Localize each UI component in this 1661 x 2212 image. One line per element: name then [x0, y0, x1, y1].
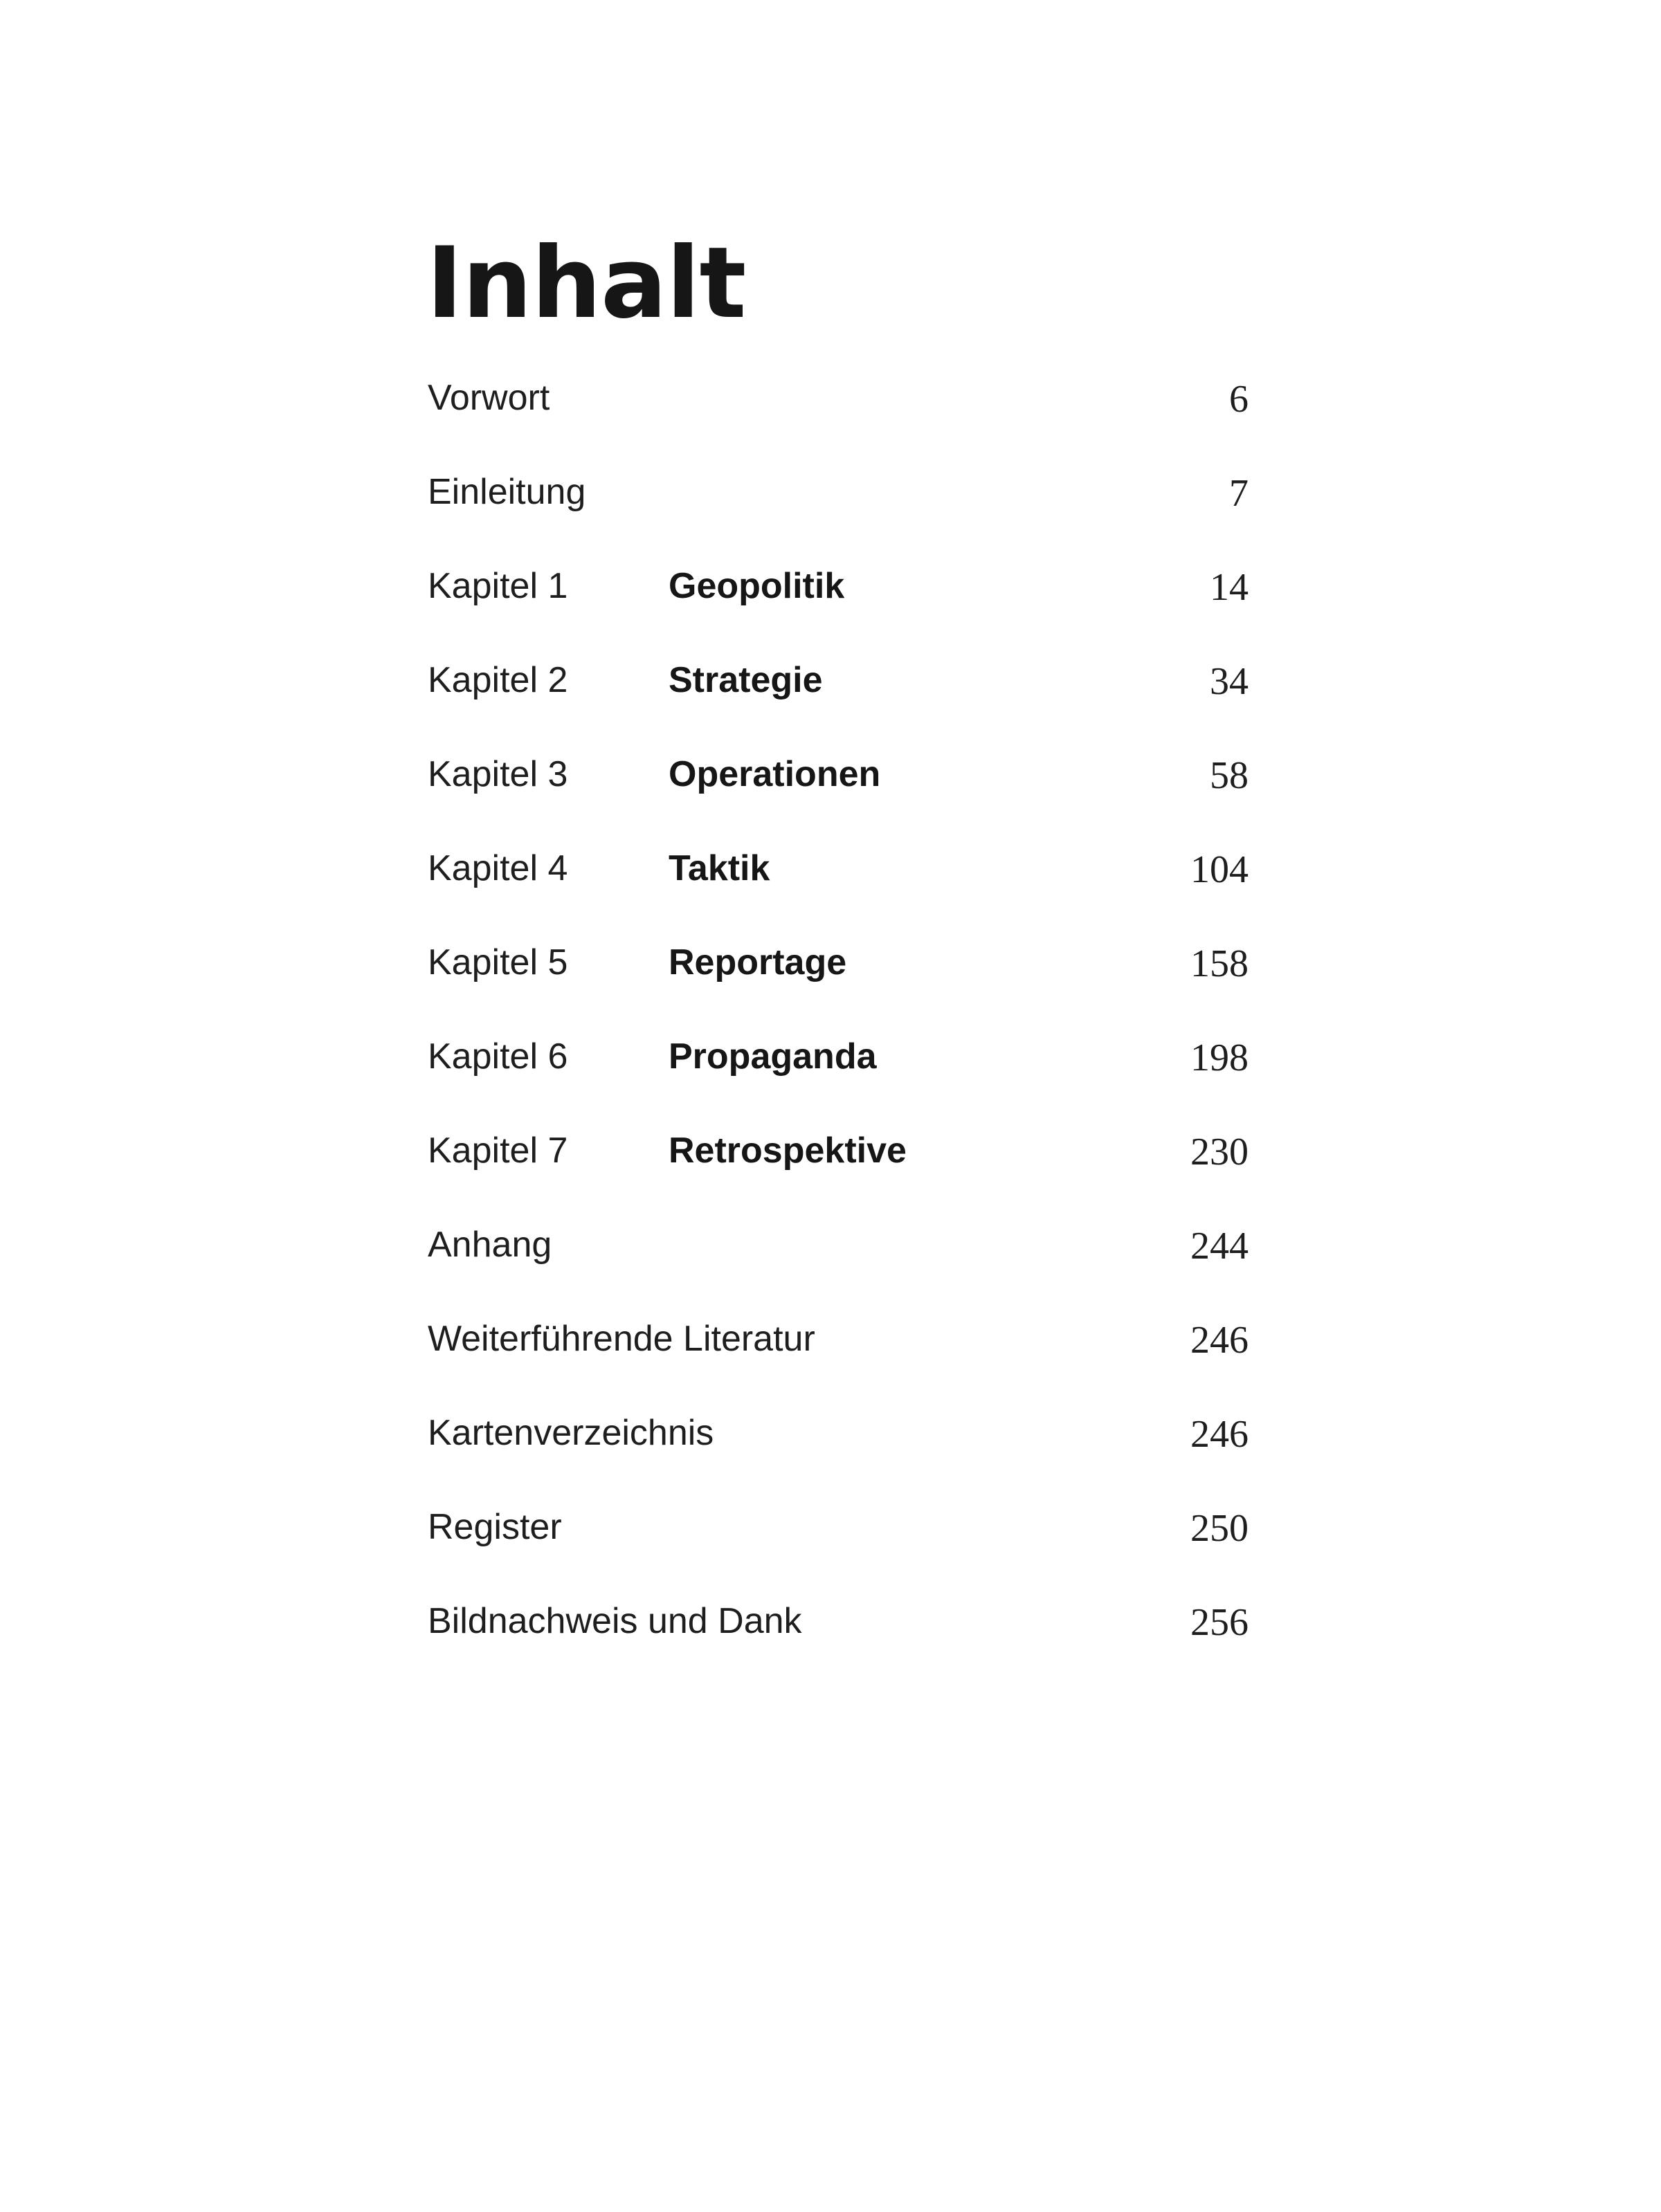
toc-entry-kapitel-6	[428, 1025, 1249, 1119]
toc-entry-label: Kartenverzeichnis	[428, 1413, 714, 1453]
toc-entry-label: Anhang	[428, 1225, 552, 1265]
toc-chapter-title: Geopolitik	[669, 566, 845, 606]
toc-chapter-title: Taktik	[669, 848, 770, 888]
toc-entry-page: 6	[1229, 378, 1249, 421]
toc-entry-label: Kapitel 6	[428, 1036, 568, 1077]
toc-entry-label: Weiterführende Literatur	[428, 1319, 815, 1359]
toc-entry-kapitel-5	[428, 931, 1249, 1025]
toc-entry-page: 230	[1190, 1131, 1249, 1173]
toc-entry-vorwort	[428, 367, 1249, 461]
toc-entry-label: Einleitung	[428, 472, 586, 512]
toc-entry-kapitel-2	[428, 649, 1249, 743]
toc-chapter-title: Retrospektive	[669, 1131, 907, 1171]
toc-chapter-title: Reportage	[669, 942, 847, 982]
toc-entry-page: 34	[1210, 660, 1249, 703]
toc-entry-page: 246	[1190, 1319, 1249, 1362]
toc-title: Inhalt	[426, 226, 746, 340]
toc-entry-page: 244	[1190, 1225, 1249, 1268]
toc-entry-kapitel-1	[428, 555, 1249, 649]
toc-entry-page: 246	[1190, 1413, 1249, 1456]
toc-entry-bildnachweis	[428, 1590, 1249, 1684]
toc-entry-label: Kapitel 2	[428, 660, 568, 700]
toc-entry-label: Register	[428, 1507, 562, 1547]
toc-entry-label: Kapitel 7	[428, 1131, 568, 1171]
toc-entry-page: 58	[1210, 754, 1249, 797]
toc-entry-kapitel-4	[428, 837, 1249, 931]
toc-entry-literatur	[428, 1308, 1249, 1402]
toc-entry-page: 104	[1190, 848, 1249, 891]
toc-entry-page: 14	[1210, 566, 1249, 609]
toc-entry-anhang	[428, 1214, 1249, 1308]
toc-entry-label: Bildnachweis und Dank	[428, 1601, 802, 1641]
toc-entry-page: 7	[1229, 472, 1249, 515]
toc-entry-label: Kapitel 5	[428, 942, 568, 982]
toc-entry-page: 198	[1190, 1036, 1249, 1079]
toc-entry-page: 256	[1190, 1601, 1249, 1644]
toc-entry-label: Kapitel 1	[428, 566, 568, 606]
toc-entry-kapitel-3	[428, 743, 1249, 837]
toc-entry-kartenverzeichnis	[428, 1402, 1249, 1496]
toc-entry-kapitel-7	[428, 1119, 1249, 1214]
toc-list	[428, 367, 1249, 1684]
toc-chapter-title: Propaganda	[669, 1036, 877, 1077]
toc-entry-register	[428, 1496, 1249, 1590]
toc-entry-page: 250	[1190, 1507, 1249, 1550]
toc-chapter-title: Strategie	[669, 660, 823, 700]
toc-chapter-title: Operationen	[669, 754, 881, 794]
toc-entry-label: Kapitel 3	[428, 754, 568, 794]
toc-entry-einleitung	[428, 461, 1249, 555]
toc-entry-label: Vorwort	[428, 378, 550, 418]
toc-entry-label: Kapitel 4	[428, 848, 568, 888]
toc-entry-page: 158	[1190, 942, 1249, 985]
